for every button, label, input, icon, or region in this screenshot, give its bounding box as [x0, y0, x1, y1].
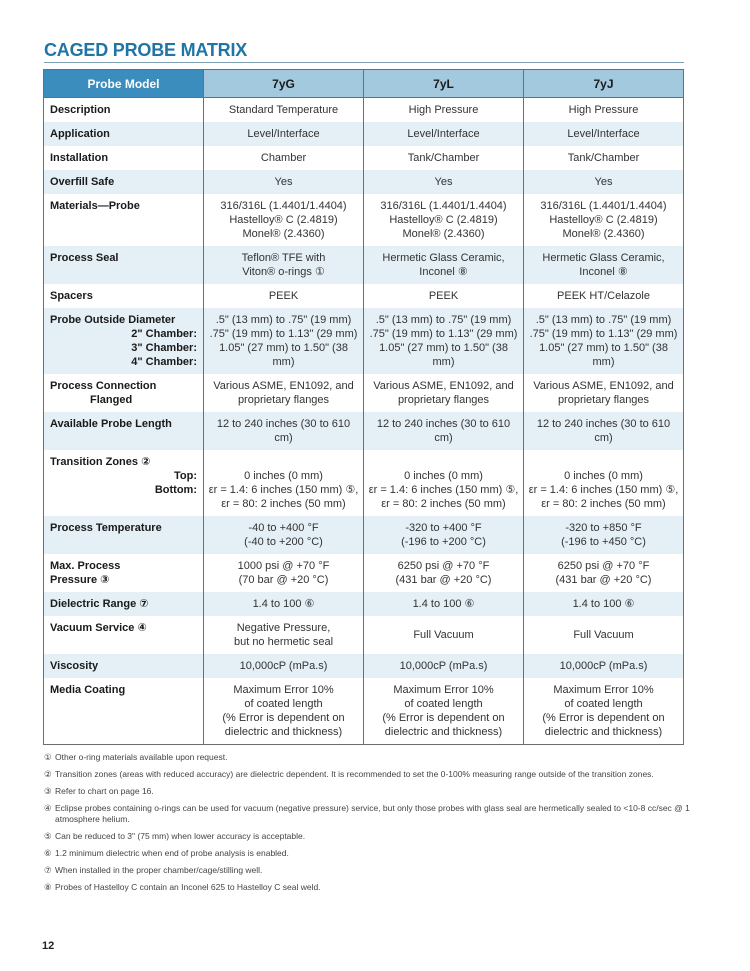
row-sublabel-flanged: Flanged	[90, 394, 133, 406]
coating-line: (% Error is dependent on	[222, 712, 345, 724]
coating-line: Maximum Error 10%	[393, 684, 494, 696]
row-spacers	[44, 284, 684, 308]
cell-7yl	[364, 450, 524, 516]
footnote-text: Probes of Hastelloy C contain an Inconel 625 to Hastelloy C seal weld.	[55, 882, 321, 892]
cell-7yj	[524, 450, 684, 516]
pressure-psi: 6250 psi @ +70 °F	[397, 560, 490, 572]
row-label	[44, 554, 204, 592]
pressure-psi: 6250 psi @ +70 °F	[557, 560, 650, 572]
zone-bottom-line: εr = 1.4: 6 inches (150 mm) ⑤,	[208, 484, 359, 496]
cell-7yj	[524, 374, 684, 412]
cell-7yj: 1.4 to 100 ⑥	[524, 592, 684, 616]
material-line: Hastelloy® C (2.4819)	[229, 214, 338, 226]
temp-c: (-196 to +450 °C)	[561, 536, 646, 548]
cell-7yj: High Pressure	[524, 98, 684, 123]
vacuum-line: Full Vacuum	[413, 629, 474, 641]
row-materials-probe	[44, 194, 684, 246]
table-header-row	[44, 70, 684, 98]
row-label-second: Pressure ③	[50, 574, 110, 586]
footnote-text: 1.2 minimum dielectric when end of probe analysis is enabled.	[55, 848, 289, 858]
row-label-main: Transition Zones ②	[50, 456, 151, 468]
footnote-text: Can be reduced to 3" (75 mm) when lower accuracy is acceptable.	[55, 831, 306, 841]
cell-7yl	[364, 308, 524, 374]
row-probe-outside-diameter	[44, 308, 684, 374]
header-7yl: 7yL	[364, 70, 524, 98]
seal-line: Inconel ⑧	[419, 266, 468, 278]
cell-7yl: PEEK	[364, 284, 524, 308]
od-line: .75" (19 mm) to 1.13" (29 mm)	[209, 328, 358, 340]
row-sublabel-top: Top:	[173, 470, 197, 482]
zone-bottom-line: εr = 1.4: 6 inches (150 mm) ⑤,	[528, 484, 679, 496]
coating-line: (% Error is dependent on	[542, 712, 665, 724]
seal-line: Viton® o-rings ①	[242, 266, 325, 278]
footnote	[44, 848, 694, 859]
page-number: 12	[42, 940, 55, 952]
coating-line: Maximum Error 10%	[553, 684, 654, 696]
temp-c: (-196 to +200 °C)	[401, 536, 486, 548]
row-process-temperature	[44, 516, 684, 554]
cell-7yg	[204, 516, 364, 554]
row-label-main: Max. Process	[50, 560, 121, 572]
cell-7yj: Tank/Chamber	[524, 146, 684, 170]
connection-line: proprietary flanges	[557, 394, 650, 406]
temp-f: -320 to +850 °F	[565, 522, 642, 534]
cell-7yg: PEEK	[204, 284, 364, 308]
cell-7yl	[364, 374, 524, 412]
od-line: 1.05" (27 mm) to 1.50" (38 mm)	[219, 342, 348, 368]
footnote	[44, 831, 694, 842]
row-installation	[44, 146, 684, 170]
coating-line: dielectric and thickness)	[224, 726, 343, 738]
row-description	[44, 98, 684, 123]
header-7yj: 7yJ	[524, 70, 684, 98]
row-label	[44, 374, 204, 412]
cell-7yj: Level/Interface	[524, 122, 684, 146]
cell-7yl: High Pressure	[364, 98, 524, 123]
row-label-main: Process Connection	[50, 380, 157, 392]
zone-bottom-line: εr = 1.4: 6 inches (150 mm) ⑤,	[368, 484, 519, 496]
coating-line: Maximum Error 10%	[233, 684, 334, 696]
od-line: .5" (13 mm) to .75" (19 mm)	[535, 314, 672, 326]
temp-f: -320 to +400 °F	[405, 522, 482, 534]
cell-7yj	[524, 194, 684, 246]
row-label: Process Seal	[44, 246, 204, 284]
zone-top: 0 inches (0 mm)	[564, 470, 643, 482]
coating-line: of coated length	[244, 698, 323, 710]
cell-7yg: Yes	[204, 170, 364, 194]
header-probe-model: Probe Model	[44, 70, 204, 98]
cell-7yl	[364, 616, 524, 654]
row-process-connection	[44, 374, 684, 412]
cell-7yj	[524, 246, 684, 284]
connection-line: Various ASME, EN1092, and	[373, 380, 514, 392]
material-line: 316/316L (1.4401/1.4404)	[380, 200, 507, 212]
cell-7yg: 1.4 to 100 ⑥	[204, 592, 364, 616]
coating-line: of coated length	[404, 698, 483, 710]
row-label: Process Temperature	[44, 516, 204, 554]
footnote-marker: ⑤	[44, 831, 52, 841]
row-dielectric-range	[44, 592, 684, 616]
row-application	[44, 122, 684, 146]
cell-7yj: 12 to 240 inches (30 to 610 cm)	[524, 412, 684, 450]
connection-line: Various ASME, EN1092, and	[213, 380, 354, 392]
cell-7yj: PEEK HT/Celazole	[524, 284, 684, 308]
cell-7yl	[364, 554, 524, 592]
row-label: Installation	[50, 152, 109, 164]
cell-7yj: 10,000cP (mPa.s)	[524, 654, 684, 678]
od-line: .75" (19 mm) to 1.13" (29 mm)	[529, 328, 678, 340]
cell-7yl: 10,000cP (mPa.s)	[364, 654, 524, 678]
material-line: Monel® (2.4360)	[242, 228, 325, 240]
vacuum-line: Negative Pressure,	[236, 622, 331, 634]
pressure-bar: (431 bar @ +20 °C)	[555, 574, 652, 586]
caged-probe-matrix-table	[43, 69, 684, 745]
row-label	[44, 450, 204, 516]
material-line: 316/316L (1.4401/1.4404)	[540, 200, 667, 212]
row-label: Description	[50, 104, 111, 116]
cell-7yg: Chamber	[204, 146, 364, 170]
material-line: Hastelloy® C (2.4819)	[549, 214, 658, 226]
cell-7yg	[204, 246, 364, 284]
seal-line: Hermetic Glass Ceramic,	[542, 252, 665, 264]
od-line: .5" (13 mm) to .75" (19 mm)	[215, 314, 352, 326]
footnote	[44, 803, 694, 825]
cell-7yj: Yes	[524, 170, 684, 194]
coating-line: (% Error is dependent on	[382, 712, 505, 724]
footnote-marker: ②	[44, 769, 52, 779]
pressure-bar: (70 bar @ +20 °C)	[238, 574, 329, 586]
cell-7yg	[204, 554, 364, 592]
title-divider	[44, 62, 684, 63]
material-line: Monel® (2.4360)	[562, 228, 645, 240]
row-label: Vacuum Service ④	[50, 622, 147, 634]
connection-line: proprietary flanges	[237, 394, 330, 406]
zone-bottom-line: εr = 80: 2 inches (50 mm)	[541, 498, 666, 510]
cell-7yl	[364, 516, 524, 554]
cell-7yg	[204, 450, 364, 516]
header-7yg: 7yG	[204, 70, 364, 98]
coating-line: dielectric and thickness)	[384, 726, 503, 738]
seal-line: Teflon® TFE with	[241, 252, 326, 264]
zone-top: 0 inches (0 mm)	[244, 470, 323, 482]
temp-f: -40 to +400 °F	[248, 522, 319, 534]
cell-7yl: Level/Interface	[364, 122, 524, 146]
row-label: Dielectric Range ⑦	[44, 592, 204, 616]
cell-7yl	[364, 678, 524, 745]
seal-line: Inconel ⑧	[579, 266, 628, 278]
cell-7yj	[524, 616, 684, 654]
footnote-text: Other o-ring materials available upon request.	[55, 752, 228, 762]
row-label: Application	[44, 122, 204, 146]
connection-line: proprietary flanges	[397, 394, 490, 406]
od-line: .75" (19 mm) to 1.13" (29 mm)	[369, 328, 518, 340]
cell-7yl	[364, 194, 524, 246]
pressure-bar: (431 bar @ +20 °C)	[395, 574, 492, 586]
cell-7yj	[524, 516, 684, 554]
material-line: 316/316L (1.4401/1.4404)	[220, 200, 347, 212]
connection-line: Various ASME, EN1092, and	[533, 380, 674, 392]
od-line: 1.05" (27 mm) to 1.50" (38 mm)	[539, 342, 668, 368]
pressure-psi: 1000 psi @ +70 °F	[237, 560, 330, 572]
od-line: .5" (13 mm) to .75" (19 mm)	[375, 314, 512, 326]
footnote-marker: ⑦	[44, 865, 52, 875]
od-line: 1.05" (27 mm) to 1.50" (38 mm)	[379, 342, 508, 368]
cell-7yj	[524, 678, 684, 745]
row-label-main: Probe Outside Diameter	[50, 314, 176, 326]
row-transition-zones	[44, 450, 684, 516]
row-process-seal	[44, 246, 684, 284]
cell-7yl: Tank/Chamber	[364, 146, 524, 170]
material-line: Hastelloy® C (2.4819)	[389, 214, 498, 226]
footnote-marker: ①	[44, 752, 52, 762]
footnote	[44, 769, 694, 780]
row-sublabel-bottom: Bottom:	[154, 484, 197, 496]
cell-7yl: 12 to 240 inches (30 to 610 cm)	[364, 412, 524, 450]
row-sublabel-3in: 3" Chamber:	[131, 342, 197, 354]
seal-line: Hermetic Glass Ceramic,	[382, 252, 505, 264]
row-label: Viscosity	[44, 654, 204, 678]
cell-7yl: Yes	[364, 170, 524, 194]
cell-7yj	[524, 308, 684, 374]
footnote-marker: ⑧	[44, 882, 52, 892]
cell-7yl: 1.4 to 100 ⑥	[364, 592, 524, 616]
cell-7yj	[524, 554, 684, 592]
footnote	[44, 786, 694, 797]
footnote-marker: ④	[44, 803, 52, 813]
row-available-probe-length	[44, 412, 684, 450]
footnote	[44, 752, 694, 763]
row-label: Media Coating	[50, 684, 126, 696]
footnote-text: When installed in the proper chamber/cage/stilling well.	[55, 865, 263, 875]
cell-7yg: Level/Interface	[204, 122, 364, 146]
row-vacuum-service	[44, 616, 684, 654]
footnote-marker: ③	[44, 786, 52, 796]
row-max-process-pressure	[44, 554, 684, 592]
row-viscosity	[44, 654, 684, 678]
row-label: Materials—Probe	[50, 200, 140, 212]
zone-bottom-line: εr = 80: 2 inches (50 mm)	[381, 498, 506, 510]
row-media-coating	[44, 678, 684, 745]
cell-7yg	[204, 616, 364, 654]
row-label: Available Probe Length	[44, 412, 204, 450]
page-title: CAGED PROBE MATRIX	[44, 40, 248, 60]
zone-bottom-line: εr = 80: 2 inches (50 mm)	[221, 498, 346, 510]
footnotes	[44, 752, 694, 899]
row-overfill-safe	[44, 170, 684, 194]
row-label	[44, 308, 204, 374]
vacuum-line: but no hermetic seal	[233, 636, 334, 648]
cell-7yg	[204, 194, 364, 246]
vacuum-line: Full Vacuum	[573, 629, 634, 641]
footnote	[44, 865, 694, 876]
row-sublabel-2in: 2" Chamber:	[131, 328, 197, 340]
footnote-marker: ⑥	[44, 848, 52, 858]
footnote-text: Eclipse probes containing o-rings can be used for vacuum (negative pressure) service, but only those probes with glass seal are hermetically sealed to <10-8 cc/sec @ 1 atmosphere helium.	[55, 803, 690, 824]
cell-7yg: 10,000cP (mPa.s)	[204, 654, 364, 678]
row-label: Spacers	[50, 290, 93, 302]
temp-c: (-40 to +200 °C)	[244, 536, 323, 548]
coating-line: dielectric and thickness)	[544, 726, 663, 738]
row-sublabel-4in: 4" Chamber:	[131, 356, 197, 368]
footnote-text: Transition zones (areas with reduced accuracy) are dielectric dependent. It is recommended to set the 0-100% measuring range outside of the transition zones.	[55, 769, 654, 779]
footnote	[44, 882, 694, 893]
coating-line: of coated length	[564, 698, 643, 710]
material-line: Monel® (2.4360)	[402, 228, 485, 240]
footnote-text: Refer to chart on page 16.	[55, 786, 154, 796]
cell-7yg: Standard Temperature	[204, 98, 364, 123]
cell-7yg	[204, 374, 364, 412]
zone-top: 0 inches (0 mm)	[404, 470, 483, 482]
row-label: Overfill Safe	[44, 170, 204, 194]
cell-7yl	[364, 246, 524, 284]
cell-7yg	[204, 308, 364, 374]
cell-7yg: 12 to 240 inches (30 to 610 cm)	[204, 412, 364, 450]
cell-7yg	[204, 678, 364, 745]
